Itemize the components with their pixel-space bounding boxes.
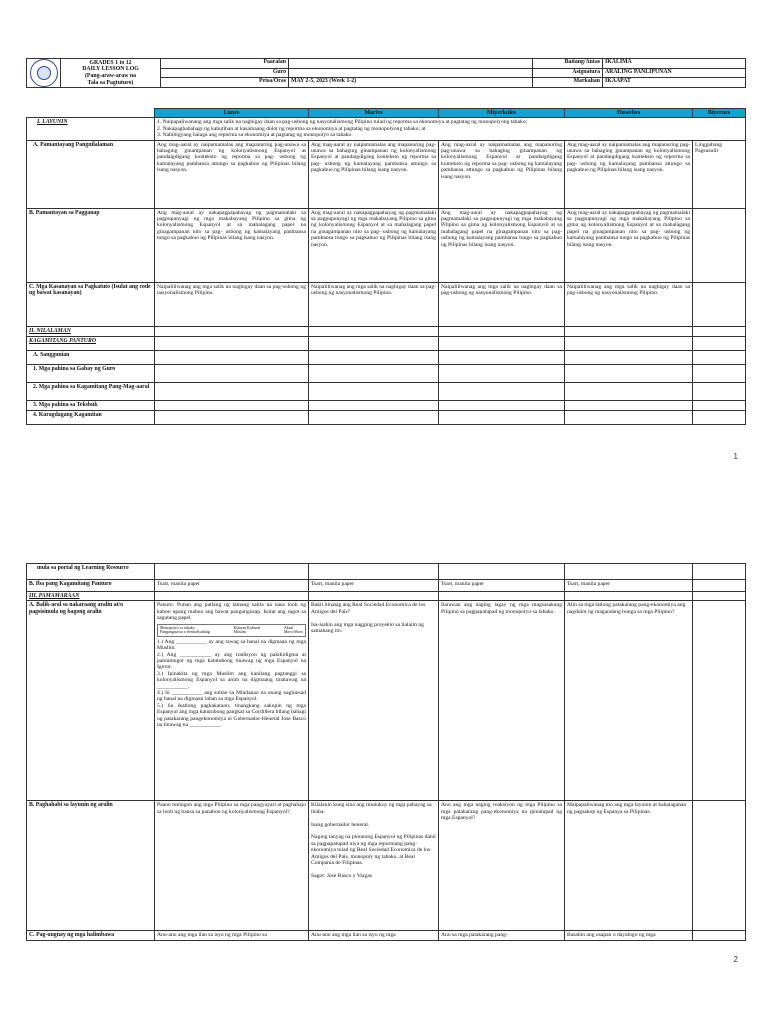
lesson-table-page1 bbox=[26, 108, 746, 425]
row-label: III. PAMAMARAAN bbox=[27, 592, 155, 601]
cell bbox=[439, 364, 565, 382]
field-label-baitang: Baitang/Antas bbox=[533, 59, 603, 69]
day-miyerkules: Miyerkules bbox=[439, 109, 565, 118]
cell-martes: Naipaliliwanag ang mga salik na nagbigay daan sa pag-usbong ng nasyonalismong Pilipino. bbox=[309, 282, 439, 326]
cell bbox=[693, 326, 746, 336]
cell-martes: Ang mag-aaral ay naipamamalas ang mapanuring pag-unawa sa bahaging ginampanan ng kolonyalismong Espanyol at pandaigdigang konteksto ng reporma sa pag- usbong ng kamalayang pambansa attungo sa pagkabuo ng Pilipinas bilang isang nasyon. bbox=[309, 140, 439, 208]
pag-uugnay-row bbox=[27, 931, 746, 941]
cell-lunes: Ang mag-aaral ay naipamamalas ang mapanuring pag-unawa sa bahaging ginampanan ng kolonyalismong Espanyol at pandaigdigang konteksto ng reporma sa pag- usbong ng kamalayang pambansa attungo sa pagkabuo ng Pilipinas bilang isang nasyon. bbox=[155, 140, 309, 208]
deped-seal-icon bbox=[30, 59, 58, 87]
cell-biyernes bbox=[693, 282, 746, 326]
days-header-row bbox=[27, 109, 746, 118]
row-label: A. Sanggunian bbox=[27, 350, 155, 364]
sanggunian-row bbox=[27, 350, 746, 364]
cell bbox=[309, 400, 439, 410]
field-value-petsa[interactable]: MAY 2-5, 2023 (Week 1-2) bbox=[289, 78, 533, 88]
row-label: C. Mga Kasanayan sa Pagkatuto (Isulat ang code ng bawat kasanayan) bbox=[27, 282, 155, 326]
field-label-petsa: Petsa/Oras bbox=[161, 78, 289, 88]
cell-martes: Ang mag-aaral ay nakapagpapahayag ng pagmamalaki sa pagpupunyagi ng mga makabayang Pilipino sa gitna ng kolonyalismong Espanyol at sa mahalagang papel na ginagampanan nito sa pag- usbong ng kamalayang pambansa tungo sa pagkabuo ng Pilipinas bilang isang nasyon. bbox=[309, 208, 439, 282]
title-line: (Pang-araw-araw na bbox=[84, 73, 137, 79]
row-label: KAGAMITANG PANTURO bbox=[27, 336, 155, 350]
row-label: A. Balik-aral sa nakaraang aralin at/o pagsisimula ng bagong aralin bbox=[27, 601, 155, 801]
dll-title bbox=[61, 59, 161, 88]
cell bbox=[155, 336, 309, 350]
cell bbox=[155, 564, 309, 580]
cell-huwebes: Naipaliliwanag ang mga salik na nagbigay daan sa pag-usbong ng nasyonalismong Pilipino. bbox=[565, 282, 693, 326]
layunin-items bbox=[155, 118, 746, 140]
cell-huwebes: Basahin ang usapan o dayalogo ng mga bbox=[565, 931, 693, 941]
field-value-guro[interactable] bbox=[289, 68, 533, 78]
cell-biyernes: Lingguhang Pagsusulit bbox=[693, 140, 746, 208]
cell bbox=[693, 564, 746, 580]
cell-lunes: Tsart, manila paper bbox=[155, 580, 309, 592]
page-number: 2 bbox=[733, 955, 738, 964]
word-box-col: Kilusan Kultural Muslim bbox=[233, 624, 261, 635]
day-lunes: Lunes bbox=[155, 109, 309, 118]
cell-lunes bbox=[155, 601, 309, 801]
cell-miyerkules: Ang mag-aaral ay naipamamalas ang mapanuring pag-unawa sa bahaging ginampanan ng kolonyalismong Espanyol at pandaigdigang konteksto ng reporma sa pag- usbong ng kamalayang pambansa attungo sa pagkabuo ng Pilipinas bilang isang nasyon. bbox=[439, 140, 565, 208]
deped-logo-cell bbox=[27, 59, 61, 88]
row-label: 1. Mga pahina sa Gabay ng Guro bbox=[27, 364, 155, 382]
cell-huwebes: Maipapaliwanag mo ang mga layunin at kahalagahan ng pagsakop ng Espanya sa Pilipinas. bbox=[565, 801, 693, 931]
cell bbox=[693, 400, 746, 410]
cell bbox=[439, 336, 565, 350]
page-1 bbox=[0, 0, 768, 470]
cell bbox=[565, 564, 693, 580]
field-value-baitang[interactable]: IKALIMA bbox=[603, 59, 746, 69]
cell-lunes: Naipaliliwanag ang mga salik na nagbigay daan sa pag-usbong ng nasyonalismong Pilipino. bbox=[155, 282, 309, 326]
field-label-paaralan: Paaralan bbox=[161, 59, 289, 69]
word-box-col: Aksal Moro-Moro bbox=[283, 624, 303, 635]
cell-martes: Kilalanin kung sino ang tinutukoy ng mga pahayag sa ibaba: Isang gobernador heneral. Naging tanyag na pinunong Espanyol ng Pilipinas dahil sa pagpapatupad niya ng mga repormang pang-ekonomiya tulad ng Real Sociedad Economica de los Amigos del Pais, monopoly ng tabako, at Real Compania de Filipinas. Sagot: Jose Basco y Vargas bbox=[309, 801, 439, 931]
paghahabi-row bbox=[27, 801, 746, 931]
cell bbox=[565, 592, 693, 601]
pamantayan-sa-pagganap-row bbox=[27, 208, 746, 282]
pamantayang-pangnilalaman-row bbox=[27, 140, 746, 208]
cell bbox=[439, 326, 565, 336]
cell bbox=[439, 592, 565, 601]
layunin-label: I. LAYUNIN bbox=[27, 118, 155, 140]
word-box bbox=[157, 624, 306, 637]
cell bbox=[439, 350, 565, 364]
quiz-instructions: Panuto: Punan ang patlang ng tamang salita na nasa loob ng kahon upang mabuo ang bawat pangungusap. Isulat ang sagot sa sagutang papel. bbox=[157, 602, 306, 622]
cell bbox=[309, 564, 439, 580]
cell-huwebes: Ang mag-aaral ay naipamamalas ang mapanuring pag-unawa sa bahaging ginampanan ng kolonyalismong Espanyol at pandaigdigang konteksto ng reporma sa pag- usbong ng kamalayang pambansa attungo sa pagkabuo ng Pilipinas bilang isang nasyon. bbox=[565, 140, 693, 208]
row-label: A. Pamantayang Pangnilalaman bbox=[27, 140, 155, 208]
mga-kasanayan-row bbox=[27, 282, 746, 326]
layunin-item: 2. Nakapagbabahagi ng kabutihan at kasamaang dulot ng reporma sa ekonomiya at pagtatag ng monopolyong tabako; at bbox=[157, 125, 426, 132]
cell-martes: Bakit itinatag ang Real Sociedad Economica de los Amigos del Pais? Isa-isahin ang mga nagging proyekto sa ilalaim ng samahang ito. bbox=[309, 601, 439, 801]
title-line: DAILY LESSON LOG bbox=[82, 66, 139, 73]
field-label-guro: Guro bbox=[161, 68, 289, 78]
cell-miyerkules: Ilarawan ang naging lagay ng mga magsasakang Pilipino sa pagpapatupad ng monopolyo sa tabako. bbox=[439, 601, 565, 801]
row-label: II. NILALAMAN bbox=[27, 326, 155, 336]
cell bbox=[439, 400, 565, 410]
row-label: C. Pag-uugnay ng mga halimbawa bbox=[27, 931, 155, 941]
cell bbox=[309, 592, 439, 601]
cell-huwebes: Tsart, manila paper bbox=[565, 580, 693, 592]
cell bbox=[439, 382, 565, 400]
row-label: 3. Mga pahina sa Teksbuk bbox=[27, 400, 155, 410]
day-biyernes: Biyernes bbox=[693, 109, 746, 118]
cell-lunes: Ang mag-aaral ay nakapagpapahayag ng pagmamalaki sa pagpupunyagi ng mga makabayang Pilipino sa gitna ng kolonyalismong Espanyol at sa mahalagang papel na ginagampanan nito sa pag- usbong ng kamalayang pambansa tungo sa pagkabuo ng Pilipinas bilang isang nasyon. bbox=[155, 208, 309, 282]
cell bbox=[309, 410, 439, 424]
cell-lunes: Paano tumugon ang mga Pilipino sa mga pangyayari at paghahajo sa loob ng bansa sa panahon ng kolonyalismong Espanyol? bbox=[155, 801, 309, 931]
karagdagang-row bbox=[27, 410, 746, 424]
cell-biyernes bbox=[693, 601, 746, 801]
cell bbox=[309, 364, 439, 382]
cell bbox=[693, 592, 746, 601]
cell bbox=[155, 382, 309, 400]
blank-corner bbox=[27, 109, 155, 118]
cell-biyernes bbox=[693, 580, 746, 592]
gabay-row bbox=[27, 364, 746, 382]
field-value-asignatura[interactable]: ARALING PANLIPUNAN bbox=[603, 68, 746, 78]
layunin-item: 1. Naipapaliwanang ang mga salik na nagbigay daan sa pag-usbong ng nasyonalismong Pilipino tulad ng reporma sa ekonomiya at pagtatag ng monopolyong tabako; bbox=[157, 119, 528, 126]
cell bbox=[155, 410, 309, 424]
field-value-markahan[interactable]: IKAAPAT bbox=[603, 78, 746, 88]
portal-row bbox=[27, 564, 746, 580]
row-label: B. Iba pang Kagamitang Panturo bbox=[27, 580, 155, 592]
cell bbox=[693, 336, 746, 350]
cell-lunes: Anu-ano ang mga ilan sa isyu ng mga Pilipino sa bbox=[155, 931, 309, 941]
field-value-paaralan[interactable] bbox=[289, 59, 533, 69]
cell-miyerkules: Ano ang mga naging reaksiyon ng mga Pilipino sa mga patakarang pang-ekonomiya na ipinatupad ng mga Espanyol? bbox=[439, 801, 565, 931]
kagamitang-row bbox=[27, 336, 746, 350]
cell bbox=[693, 364, 746, 382]
day-huwebes: Huwebes bbox=[565, 109, 693, 118]
cell bbox=[309, 350, 439, 364]
word-box-col: Monopolyo sa tabako Pangangasiwa o Sentralisahing bbox=[160, 624, 210, 635]
header-table bbox=[26, 58, 746, 88]
pamamaraan-row bbox=[27, 592, 746, 601]
field-label-asignatura: Asignatura bbox=[533, 68, 603, 78]
field-label-markahan: Markahan bbox=[533, 78, 603, 88]
cell bbox=[565, 382, 693, 400]
page-2 bbox=[0, 535, 768, 1024]
nilalaman-row bbox=[27, 326, 746, 336]
cell bbox=[155, 400, 309, 410]
cell-miyerkules: Tsart, manila paper bbox=[439, 580, 565, 592]
layunin-item: 3. Nabibigyang halaga ang reporma sa ekonomiya at pagtatag ng monopolyo sa tabako. bbox=[157, 132, 353, 139]
cell bbox=[439, 410, 565, 424]
cell-miyerkules: Ang mag-aaral ay nakapagpapahayag ng pagmamalaki sa pagpupunyagi ng mga makabayang Pilipino sa gitna ng kolonyalismong Espanyol at sa mahalagang papel na ginagampanan nito sa pag- usbong ng kamalayang pambansa tungo sa pagkabuo ng Pilipinas bilang isang nasyon. bbox=[439, 208, 565, 282]
cell bbox=[693, 382, 746, 400]
day-martes: Martes bbox=[309, 109, 439, 118]
cell bbox=[693, 410, 746, 424]
cell bbox=[309, 336, 439, 350]
cell bbox=[155, 350, 309, 364]
cell bbox=[155, 326, 309, 336]
cell-biyernes bbox=[693, 931, 746, 941]
cell-huwebes: Alin sa mga tatlong patakarang pang-ekonomiya ang nagdulot ng magandang bunga sa mga Pilipino? bbox=[565, 601, 693, 801]
iba-pang-row bbox=[27, 580, 746, 592]
layunin-row bbox=[27, 118, 746, 140]
cell bbox=[155, 364, 309, 382]
title-line: GRADES 1 to 12 bbox=[89, 59, 132, 66]
lesson-table-page2 bbox=[26, 563, 746, 941]
cell bbox=[565, 350, 693, 364]
cell-miyerkules: Ano sa mga patakarang pang- bbox=[439, 931, 565, 941]
row-label: 4. Karagdagang Kagamitan bbox=[27, 410, 155, 424]
cell bbox=[309, 382, 439, 400]
cell bbox=[565, 400, 693, 410]
cell-biyernes bbox=[693, 801, 746, 931]
row-label: mula sa portal ng Learning Resource bbox=[27, 564, 155, 580]
cell bbox=[309, 326, 439, 336]
quiz-items: 1.) Ang ___________ ay ang tawag sa banal na digmaan ng mga Muslim. 2.) Ang ___________ ay ang tradisyon ng pakikidigma at pamumugot ng mga katutubong tinawag ng mga Espanyol na Igorot. 3.) Ipinakita ng mga Muslim ang kanilang pagtanggi sa kolonyalismong Espanyol sa anim na digmaang tinatawag na ___________. 4.) Si ___________ ang sultan sa Mindanao na unang naglunsad ng banal na digmaan laban sa mga Espanyol. 5.) Sa ikatlong pagkakataon, tinangkang sakupin ng mga Espanyol ang mga katutubong pangkat sa Cordillera bilang bahagi ng patakarang pangekonomiya ni Gobernador-Heneral Jose Basco na tinawag na ___________. bbox=[157, 638, 306, 729]
row-label: 2. Mga pahina sa Kagamitang Pang-Mag-aaral bbox=[27, 382, 155, 400]
cell bbox=[565, 326, 693, 336]
cell-huwebes: Ang mag-aaral ay nakapagpapahayag ng pagmamalaki sa pagpupunyagi ng mga makabayang Pilipino sa gitna ng kolonyalismong Espanyol at sa mahalagang papel na ginagampanan nito sa pag- usbong ng kamalayang pambansa tungo sa pagkabuo ng Pilipinas bilang isang nasyon. bbox=[565, 208, 693, 282]
row-label: B. Pamantayan sa Pagganap bbox=[27, 208, 155, 282]
cell bbox=[565, 336, 693, 350]
teksbuk-row bbox=[27, 400, 746, 410]
cell bbox=[565, 364, 693, 382]
cell-miyerkules: Naipaliliwanag ang mga salik na nagbigay daan sa pag-usbong ng nasyonalismong Pilipino. bbox=[439, 282, 565, 326]
cell bbox=[439, 564, 565, 580]
cell bbox=[693, 350, 746, 364]
kagamitang-pang-row bbox=[27, 382, 746, 400]
cell-martes: Anu-ano ang mga ilan sa isyu ng mga bbox=[309, 931, 439, 941]
cell bbox=[565, 410, 693, 424]
page-number: 1 bbox=[733, 452, 738, 461]
balik-aral-row bbox=[27, 601, 746, 801]
title-line: Tala sa Pagtuturo) bbox=[87, 79, 134, 86]
cell-martes: Tsart, manila paper bbox=[309, 580, 439, 592]
cell bbox=[155, 592, 309, 601]
row-label: B. Paghahabi sa layunin ng aralin bbox=[27, 801, 155, 931]
cell-biyernes bbox=[693, 208, 746, 282]
